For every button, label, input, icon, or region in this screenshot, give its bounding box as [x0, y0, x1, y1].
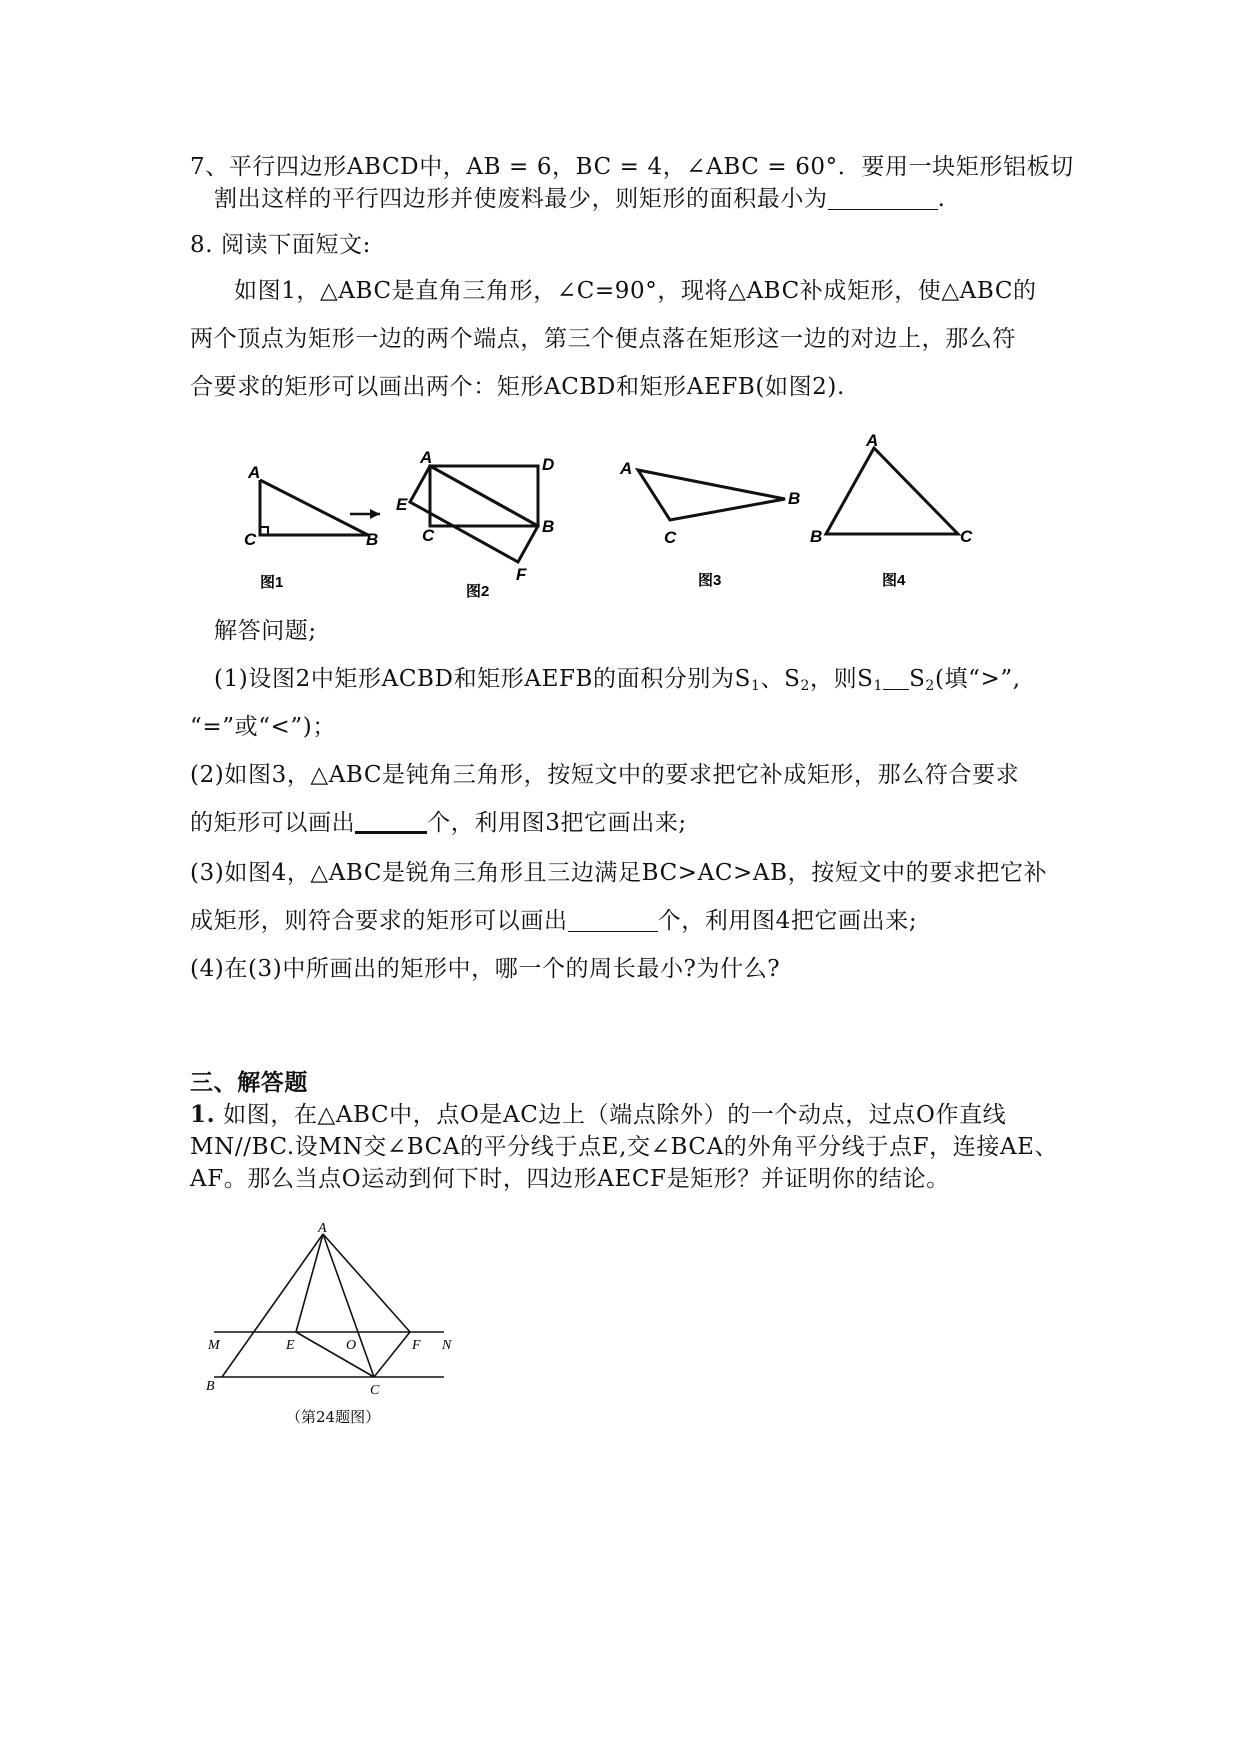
fig1-label-B: B [366, 530, 379, 549]
q7-line2: 割出这样的平行四边形并使废料最少，则矩形的面积最小为 . [214, 186, 946, 212]
fig1-caption: 图1 [260, 574, 284, 591]
figure-4 [826, 448, 958, 534]
fig2-label-D: D [542, 455, 555, 474]
q8-answer-title: 解答问题; [214, 618, 317, 644]
q8-sub2-line1: (2)如图3，△ABC是钝角三角形，按短文中的要求把它补成矩形，那么符合要求 [190, 762, 1020, 788]
q8-sub2-line2 [190, 806, 687, 840]
s3-fig-label-A: A [318, 1222, 327, 1236]
fig4-label-C: C [960, 527, 973, 546]
q8-sub1-text-e: (填“>”, [934, 666, 1021, 692]
q8-sub3-line2 [190, 904, 917, 938]
q8-sub1-blank[interactable] [883, 667, 909, 690]
s3-fig-label-M: M [208, 1338, 220, 1353]
q8-figures [230, 430, 1010, 605]
fig2-label-A: A [420, 448, 433, 467]
q8-sub1-text-d: S [909, 666, 926, 692]
fig4-label-B: B [810, 527, 823, 546]
s3-fig-label-B: B [206, 1379, 215, 1394]
q8-sub2-text-b: 个，利用图3把它画出来; [427, 810, 687, 836]
fig2-label-F: F [516, 565, 527, 584]
fig3-label-A: A [620, 459, 633, 478]
fig1-label-C: C [244, 530, 257, 549]
fig2-label-B: B [542, 517, 555, 536]
s3-fig-label-N: N [442, 1338, 452, 1353]
q8-sub3-line1: (3)如图4，△ABC是锐角三角形且三边满足BC>AC>AB，按短文中的要求把它补 [190, 860, 1048, 886]
s3-fig-label-F: F [412, 1338, 421, 1353]
q8-sub1-text-c: ，则S [809, 666, 874, 692]
q8-sub1-text-b: 、S [760, 666, 801, 692]
q8-title: 8. 阅读下面短文: [190, 232, 372, 258]
s3-q1-line1-text: 如图，在△ABC中，点O是AC边上（端点除外）的一个动点，过点O作直线 [223, 1102, 1007, 1128]
q8-sub3-text-a: 成矩形，则符合要求的矩形可以画出 [190, 908, 568, 934]
q8-paragraph-line1: 如图1，△ABC是直角三角形，∠C=90°，现将△ABC补成矩形，使△ABC的 [234, 278, 1037, 304]
s3-figure [200, 1222, 460, 1432]
fig4-label-A: A [866, 431, 879, 450]
q7-answer-blank[interactable] [828, 187, 938, 210]
fig2-label-E: E [396, 495, 408, 514]
section3-heading: 三、解答题 [190, 1070, 308, 1096]
s3-fig-label-E: E [286, 1338, 295, 1353]
q8-paragraph-line2: 两个顶点为矩形一边的两个端点，第三个便点落在矩形这一边的对边上，那么符 [190, 326, 1016, 352]
s3-fig-label-C: C [370, 1383, 380, 1398]
s3-q1-line2: MN//BC.设MN交∠BCA的平分线于点E,交∠BCA的外角平分线于点F，连接AE、 [190, 1134, 1059, 1160]
q8-sub2-blank[interactable] [355, 809, 427, 834]
s3-fig-label-O: O [346, 1338, 357, 1353]
fig3-label-B: B [788, 489, 801, 508]
q8-sub4: (4)在(3)中所画出的矩形中，哪一个的周长最小?为什么? [190, 956, 781, 982]
q7-line1: 7、平行四边形ABCD中，AB = 6，BC = 4，∠ABC = 60°．要用一块矩形铝板切 [190, 154, 1074, 180]
s3-q1-line3: AF。那么当点O运动到何下时，四边形AECF是矩形？并证明你的结论。 [190, 1166, 950, 1192]
fig3-label-C: C [664, 528, 677, 547]
q8-sub3-text-b: 个，利用图4把它画出来; [657, 908, 918, 934]
figure-1 [260, 480, 380, 535]
fig4-caption: 图4 [882, 572, 906, 589]
q8-sub1-line2: “=”或“<”)； [190, 714, 336, 740]
q8-sub1-line1: (1)设图2中矩形ACBD和矩形AEFB的面积分别为$S_1$、$S_2$，则$S_1$ $S_2$(填“>”, [214, 666, 1021, 694]
q8-sub3-blank[interactable] [568, 909, 658, 932]
fig3-caption: 图3 [698, 572, 722, 589]
q8-paragraph-line3: 合要求的矩形可以画出两个：矩形ACBD和矩形AEFB(如图2). [190, 374, 845, 400]
fig2-caption: 图2 [466, 583, 490, 600]
q8-sub1-text-a: (1)设图2中矩形ACBD和矩形AEFB的面积分别为S [214, 666, 751, 692]
figure-2 [410, 466, 538, 562]
fig1-label-A: A [248, 463, 261, 482]
q7-line2-text: 割出这样的平行四边形并使废料最少，则矩形的面积最小为 [214, 186, 828, 212]
s3-q1-line1 [190, 1098, 1006, 1132]
s3-q1-number: 1. [190, 1101, 216, 1128]
q8-sub2-text-a: 的矩形可以画出 [190, 810, 356, 836]
fig2-label-C: C [422, 526, 435, 545]
s3-fig-caption: （第24题图） [286, 1408, 381, 1426]
arrow-icon [370, 509, 380, 519]
figure-3 [638, 470, 785, 520]
